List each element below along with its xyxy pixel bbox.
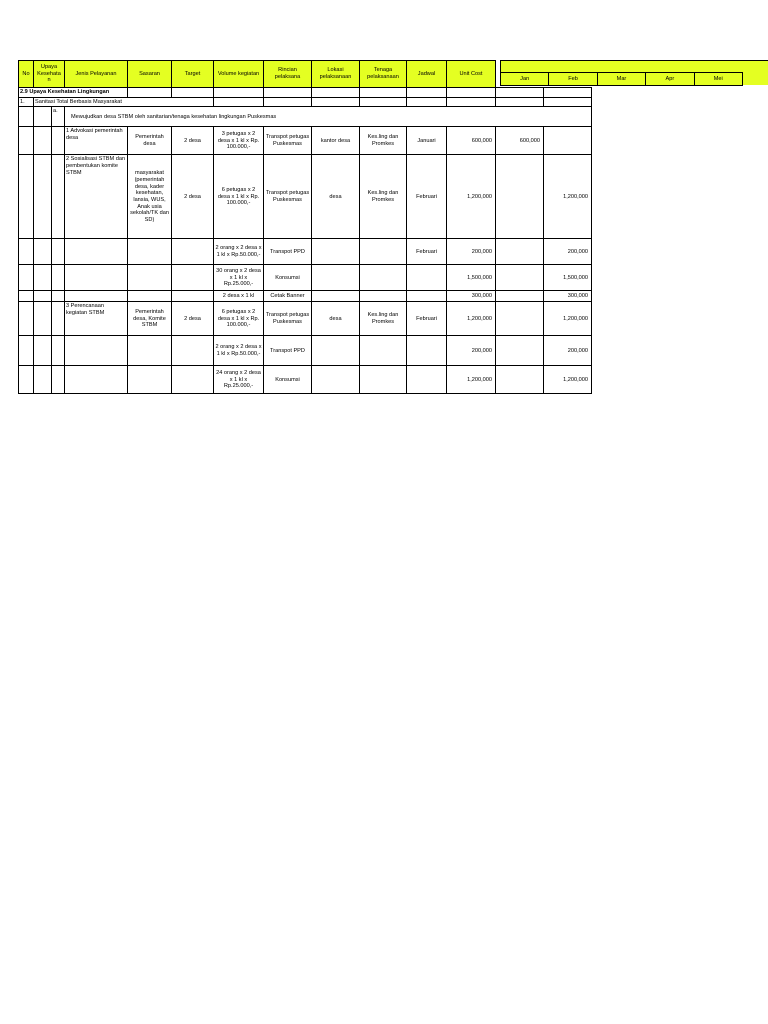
- cell-target: 2 desa: [172, 127, 214, 155]
- cell-rincian: Transpot petugas Puskesmas: [264, 127, 312, 155]
- cell-unit-cost: 1,200,000: [447, 155, 496, 239]
- cell-volume: 30 orang x 2 desa x 1 kl x Rp.25.000,-: [214, 265, 264, 291]
- cell-volume: 3 petugas x 2 desa x 1 kl x Rp. 100.000,-: [214, 127, 264, 155]
- cell-target: 2 desa: [172, 302, 214, 336]
- item-letter: a.: [52, 107, 65, 127]
- cell-jadwal: [407, 366, 447, 394]
- table-row: [19, 127, 592, 155]
- cell-lokasi: [312, 366, 360, 394]
- cell-jenis: [65, 291, 128, 302]
- cell-jadwal: Februari: [407, 155, 447, 239]
- cell-unit-cost: 1,200,000: [447, 366, 496, 394]
- cell-volume: 2 orang x 2 desa x 1 kl x Rp.50.000,-: [214, 336, 264, 366]
- section-title-row: [19, 88, 592, 98]
- cell-sasaran: [128, 291, 172, 302]
- cell-jan: [496, 155, 544, 239]
- cell-unit-cost: 200,000: [447, 239, 496, 265]
- cell-rincian: Cetak Banner: [264, 291, 312, 302]
- cell-feb: 1,500,000: [544, 265, 592, 291]
- cell-volume: 2 orang x 2 desa x 1 kl x Rp.50.000,-: [214, 239, 264, 265]
- cell-target: 2 desa: [172, 155, 214, 239]
- cell-jan: [496, 239, 544, 265]
- cell-rincian: Transpot petugas Puskesmas: [264, 302, 312, 336]
- cell-target: [172, 291, 214, 302]
- budget-table: [18, 60, 592, 394]
- cell-tenaga: Kes.ling dan Promkes: [360, 302, 407, 336]
- month-mei: Mei: [695, 73, 743, 85]
- cell-feb: 1,200,000: [544, 155, 592, 239]
- cell-volume: 6 petugas x 2 desa x 1 kl x Rp. 100.000,-: [214, 302, 264, 336]
- cell-feb: [544, 127, 592, 155]
- table-row: [19, 291, 592, 302]
- cell-rincian: Konsumsi: [264, 265, 312, 291]
- goal-row: [19, 107, 592, 127]
- cell-unit-cost: 200,000: [447, 336, 496, 366]
- subsection-title: Sanitasi Total Berbasis Masyarakat: [34, 97, 214, 107]
- cell-lokasi: desa: [312, 302, 360, 336]
- cell-feb: 200,000: [544, 336, 592, 366]
- cell-jenis: [65, 336, 128, 366]
- cell-tenaga: Kes.ling dan Promkes: [360, 155, 407, 239]
- cell-target: [172, 336, 214, 366]
- cell-volume: 24 orang x 2 desa x 1 kl x Rp.25.000,-: [214, 366, 264, 394]
- cell-sasaran: Pemerintah desa: [128, 127, 172, 155]
- cell-feb: 300,000: [544, 291, 592, 302]
- cell-jadwal: Januari: [407, 127, 447, 155]
- cell-lokasi: [312, 265, 360, 291]
- col-no: No: [19, 61, 34, 88]
- cell-rincian: Konsumsi: [264, 366, 312, 394]
- cell-jan: [496, 336, 544, 366]
- cell-target: [172, 239, 214, 265]
- cell-sasaran: masyarakat (pemerintah desa, kader kesehatan, lansia, WUS, Anak usia sekolah/TK dan SD): [128, 155, 172, 239]
- cell-volume: 2 desa x 1 kl: [214, 291, 264, 302]
- cell-jan: [496, 291, 544, 302]
- table-row: [19, 239, 592, 265]
- cell-jadwal: [407, 265, 447, 291]
- subsection-number: 1.: [19, 97, 34, 107]
- cell-sasaran: [128, 265, 172, 291]
- cell-tenaga: [360, 336, 407, 366]
- col-unit-cost: Unit Cost: [447, 61, 496, 88]
- month-jan: Jan: [501, 73, 549, 85]
- cell-lokasi: [312, 239, 360, 265]
- cell-jenis: [65, 366, 128, 394]
- col-jadwal: Jadwal: [407, 61, 447, 88]
- cell-tenaga: [360, 291, 407, 302]
- cell-target: [172, 265, 214, 291]
- table-row: [19, 265, 592, 291]
- cell-jan: 600,000: [496, 127, 544, 155]
- cell-jadwal: [407, 336, 447, 366]
- table-row: [19, 366, 592, 394]
- cell-rincian: Transpot PPD: [264, 336, 312, 366]
- cell-sasaran: Pemerintah desa, Komite STBM: [128, 302, 172, 336]
- cell-tenaga: Kes.ling dan Promkes: [360, 127, 407, 155]
- cell-jenis: 1 Advokasi pemerintah desa: [65, 127, 128, 155]
- cell-jan: [496, 302, 544, 336]
- cell-feb: 1,200,000: [544, 302, 592, 336]
- cell-sasaran: [128, 336, 172, 366]
- cell-lokasi: [312, 336, 360, 366]
- month-apr: Apr: [646, 73, 694, 85]
- spreadsheet: [18, 60, 592, 394]
- cell-rincian: Transpot petugas Puskesmas: [264, 155, 312, 239]
- col-upaya: Upaya Kesehata n: [34, 61, 65, 88]
- cell-unit-cost: 600,000: [447, 127, 496, 155]
- cell-jenis: 2 Sosialisasi STBM dan pembentukan komite STBM: [65, 155, 128, 239]
- cell-feb: 1,200,000: [544, 366, 592, 394]
- cell-sasaran: [128, 239, 172, 265]
- cell-sasaran: [128, 366, 172, 394]
- col-target: Target: [172, 61, 214, 88]
- cell-volume: 6 petugas x 2 desa x 1 kl x Rp. 100.000,-: [214, 155, 264, 239]
- subsection-row: [19, 97, 592, 107]
- cell-lokasi: kantor desa: [312, 127, 360, 155]
- cell-jan: [496, 366, 544, 394]
- cell-lokasi: desa: [312, 155, 360, 239]
- cell-jadwal: Februari: [407, 239, 447, 265]
- goal-text: Mewujudkan desa STBM oleh sanitarian/tenaga kesehatan lingkungan Puskesmas: [65, 107, 592, 127]
- col-tenaga: Tenaga pelaksanaan: [360, 61, 407, 88]
- col-volume: Volume kegiatan: [214, 61, 264, 88]
- col-jenis: Jenis Pelayanan: [65, 61, 128, 88]
- cell-unit-cost: 1,200,000: [447, 302, 496, 336]
- cell-feb: 200,000: [544, 239, 592, 265]
- cell-rincian: Transpot PPD: [264, 239, 312, 265]
- col-sasaran: Sasaran: [128, 61, 172, 88]
- col-lokasi: Lokasi pelaksanaan: [312, 61, 360, 88]
- table-row: [19, 302, 592, 336]
- cell-tenaga: [360, 265, 407, 291]
- month-feb: Feb: [549, 73, 597, 85]
- table-row: [19, 155, 592, 239]
- cell-jadwal: [407, 291, 447, 302]
- cell-tenaga: [360, 239, 407, 265]
- cell-jadwal: Februari: [407, 302, 447, 336]
- header-row: [19, 61, 592, 88]
- table-row: [19, 336, 592, 366]
- col-rincian: Rincian pelaksana: [264, 61, 312, 88]
- cell-unit-cost: 1,500,000: [447, 265, 496, 291]
- cell-jenis: [65, 265, 128, 291]
- cell-jan: [496, 265, 544, 291]
- cell-lokasi: [312, 291, 360, 302]
- section-title: 2.9 Upaya Kesehatan Lingkungan: [19, 88, 128, 98]
- month-mar: Mar: [598, 73, 646, 85]
- cell-unit-cost: 300,000: [447, 291, 496, 302]
- cell-tenaga: [360, 366, 407, 394]
- cell-target: [172, 366, 214, 394]
- cell-jenis: [65, 239, 128, 265]
- cell-jenis: 3 Perencanaan kegiatan STBM: [65, 302, 128, 336]
